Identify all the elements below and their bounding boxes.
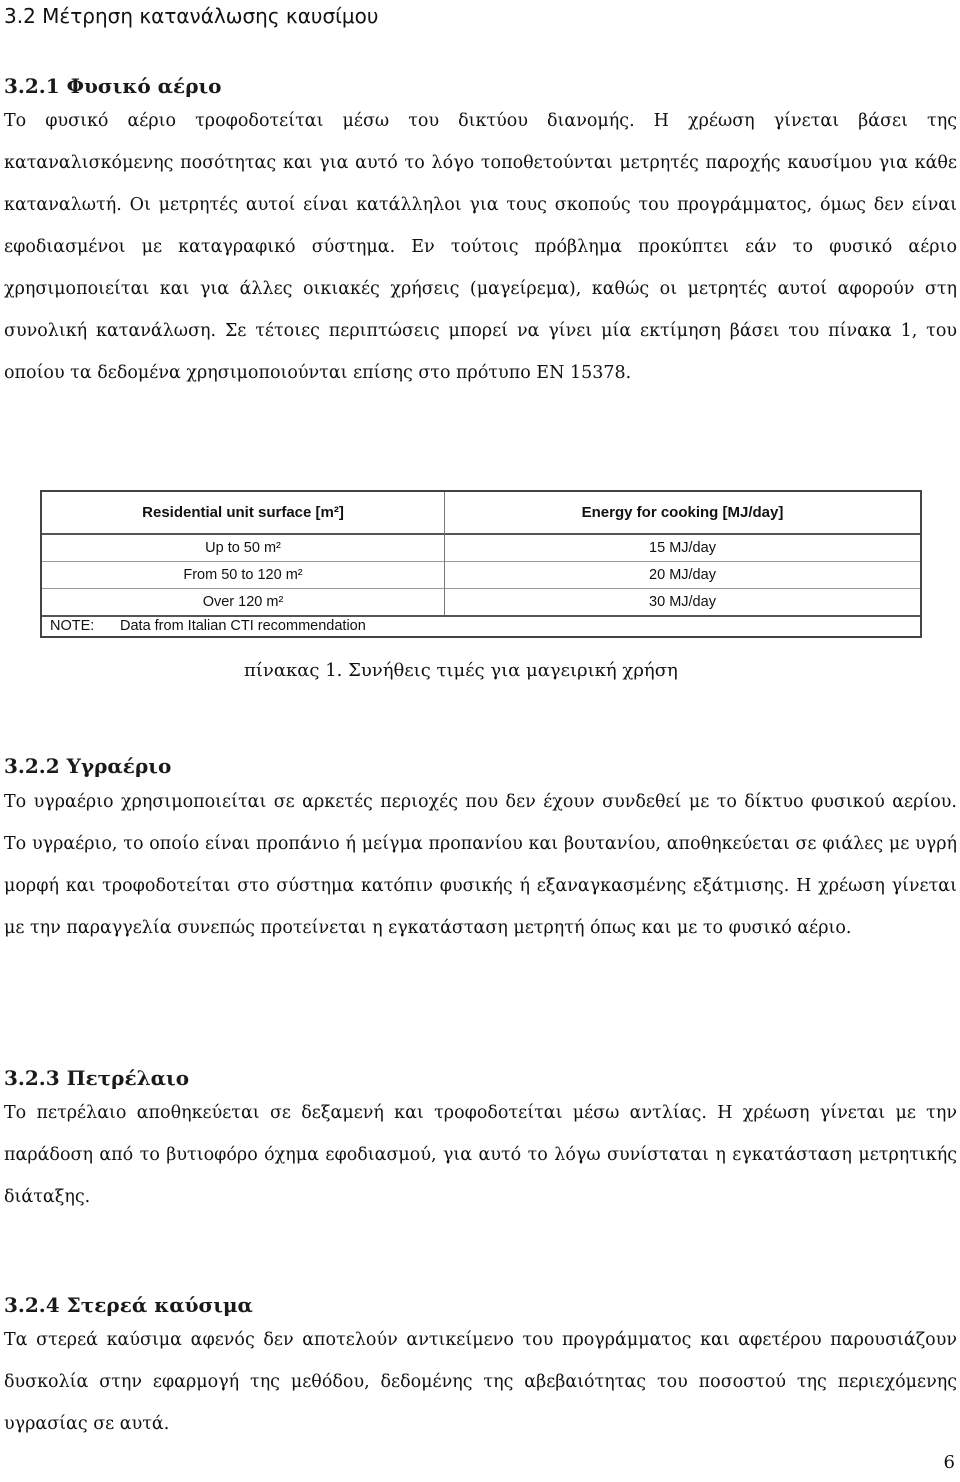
table-cell-surface: From 50 to 120 m² <box>42 561 445 588</box>
table-cell-energy: 20 MJ/day <box>649 566 716 583</box>
table-note-label: NOTE: <box>50 618 95 634</box>
page-number: 6 <box>943 1452 955 1473</box>
natural-gas-heading: 3.2.1 Φυσικό αέριο <box>4 74 222 98</box>
table-cell-energy: 15 MJ/day <box>649 539 716 556</box>
table-cell-surface: Up to 50 m² <box>42 534 445 561</box>
oil-paragraph: Το πετρέλαιο αποθηκεύεται σε δεξαμενή και τροφοδοτείται μέσω αντλίας. Η χρέωση γίνεται με την παράδοση από το βυτιοφόρο όχημα εφοδιασμού, για αυτό το λόγω συνίσταται η εγκατάσταση μετρητικής διάταξης. <box>4 1103 957 1207</box>
table-header-energy: Energy for cooking [MJ/day] <box>581 504 784 521</box>
oil-heading: 3.2.3 Πετρέλαιο <box>4 1066 190 1090</box>
table-row <box>42 561 920 589</box>
natural-gas-paragraph: Το φυσικό αέριο τροφοδοτείται μέσω του δικτύου διανομής. Η χρέωση γίνεται βάσει της καταναλισκόμενης ποσότητας και για αυτό το λόγο τοποθετούνται μετρητές παροχής καυσίμου για κάθε καταναλωτή. Οι μετρητές αυτοί είναι κατάλληλοι για τους σκοπούς του προγράμματος, όμως δεν είναι εφοδιασμένοι με καταγραφικό σύστημα. Εν τούτοις πρόβλημα προκύπτει εάν το φυσικό αέριο χρησιμοποιείται και για άλλες οικιακές χρήσεις (μαγείρεμα), καθώς οι μετρητές αυτοί αφορούν στη συνολική κατανάλωση. Σε τέτοιες περιπτώσεις μπορεί να γίνει μία εκτίμηση βάσει του πίνακα 1, του οποίου τα δεδομένα χρησιμοποιούνται επίσης στο πρότυπο ΕΝ 15378. <box>4 111 957 383</box>
lpg-paragraph: Το υγραέριο χρησιμοποιείται σε αρκετές περιοχές που δεν έχουν συνδεθεί με το δίκτυο φυσικού αερίου. Το υγραέριο, το οποίο είναι προπάνιο ή μείγμα προπανίου και βουτανίου, αποθηκεύεται σε φιάλες με υγρή μορφή και τροφοδοτείται στο σύστημα κατόπιν φυσικής ή εξαναγκασμένης εξάτμισης. Η χρέωση γίνεται με την παραγγελία συνεπώς προτείνεται η εγκατάσταση μετρητή όπως και με το φυσικό αέριο. <box>4 792 957 938</box>
table-note-row <box>42 615 920 637</box>
table-note-text: Data from Italian CTI recommendation <box>120 618 366 634</box>
table-row <box>42 534 920 562</box>
cooking-energy-table <box>40 490 922 638</box>
table-header-row <box>42 492 920 535</box>
table-cell-energy: 30 MJ/day <box>649 593 716 610</box>
table-cell-surface: Over 120 m² <box>42 588 445 615</box>
lpg-heading: 3.2.2 Υγραέριο <box>4 754 172 778</box>
table-row <box>42 588 920 617</box>
solid-fuels-heading: 3.2.4 Στερεά καύσιμα <box>4 1293 253 1317</box>
table-caption: πίνακας 1. Συνήθεις τιμές για μαγειρική χρήση <box>244 660 678 681</box>
solid-fuels-paragraph: Τα στερεά καύσιμα αφενός δεν αποτελούν αντικείμενο του προγράμματος και αφετέρου παρουσιάζουν δυσκολία στην εφαρμογή της μεθόδου, δεδομένης της αβεβαιότητας του ποσοστού της περιεχόμενης υγρασίας σε αυτά. <box>4 1330 957 1434</box>
table-header-surface: Residential unit surface [m²] <box>42 492 445 533</box>
section-heading: 3.2 Μέτρηση κατανάλωσης καυσίμου <box>4 4 379 28</box>
